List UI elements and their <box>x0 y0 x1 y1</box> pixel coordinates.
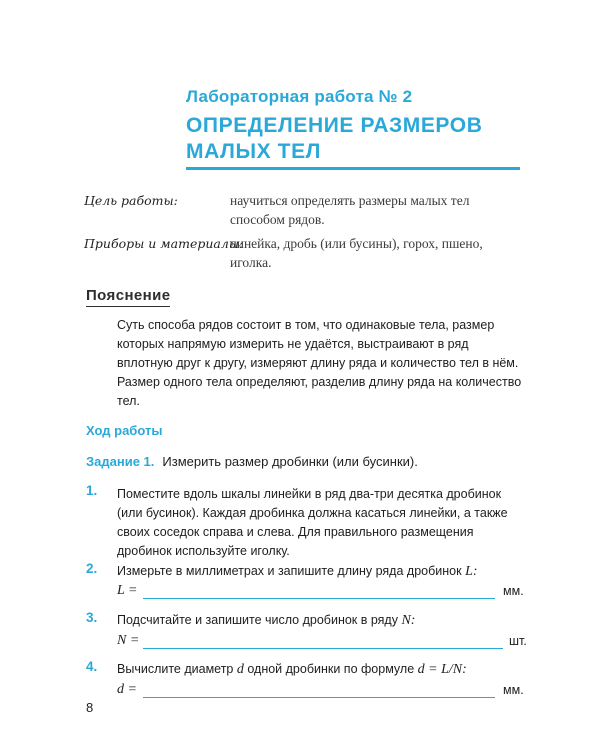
step-3-instruction: Подсчитайте и запишите число дробинок в ряду <box>117 613 398 627</box>
count-answer-line[interactable] <box>143 648 503 649</box>
step-4-variable: d <box>236 662 244 677</box>
equipment-label: Приборы и материалы: <box>84 236 244 251</box>
step-2-text <box>117 562 527 581</box>
diameter-field-label: d = <box>117 682 137 697</box>
explanation-text: Суть способа рядов состоит в том, что одинаковые тела, размер которых напрямую измерить не удаётся, выстраивают в ряд вплотную друг к другу, измеряют длину ряда и количество тел в нём. Размер одного тела определяют, разделив длину ряда на количество тел. <box>117 318 522 408</box>
task-text: Измерить размер дробинки (или бусинки). <box>162 454 418 469</box>
title-underline <box>186 167 520 170</box>
count-unit: шт. <box>509 634 527 648</box>
procedure-heading: Ход работы <box>86 423 163 438</box>
step-1-number: 1. <box>86 483 98 498</box>
diameter-field-row <box>117 682 527 702</box>
task-1 <box>86 454 418 469</box>
step-1-text: Поместите вдоль шкалы линейки в ряд два-три десятка дробинок (или бусинок). Каждая дробинка должна касаться линейки, а также своих соседок справа и слева. Для правильного размещения дробинок используйте иголку. <box>117 487 508 558</box>
goal-label: Цель работы: <box>84 193 178 208</box>
step-4-text <box>117 660 527 679</box>
lab-title-line-1: ОПРЕДЕЛЕНИЕ РАЗМЕРОВ <box>186 114 483 137</box>
step-3-text <box>117 611 527 630</box>
page-number: 8 <box>86 700 94 715</box>
step-3-variable: N: <box>401 613 416 628</box>
diameter-answer-line[interactable] <box>143 697 495 698</box>
step-4-instruction-b: одной дробинки по формуле <box>247 662 415 676</box>
step-4-formula: d = L/N: <box>417 662 467 677</box>
step-2-variable: L: <box>465 564 478 579</box>
step-4-instruction-a: Вычислите диаметр <box>117 662 234 676</box>
length-answer-line[interactable] <box>143 598 495 599</box>
step-2-instruction: Измерьте в миллиметрах и запишите длину ряда дробинок <box>117 564 462 578</box>
equipment-text: линейка, дробь (или бусины), горох, пшено, иголка. <box>230 236 483 270</box>
lab-title-line-2: МАЛЫХ ТЕЛ <box>186 140 322 163</box>
lab-number-label: Лабораторная работа № 2 <box>186 87 413 106</box>
lab-title <box>186 113 482 165</box>
goal-text: научиться определять размеры малых тел способом рядов. <box>230 193 470 227</box>
length-field-row <box>117 583 527 603</box>
count-field-label: N = <box>117 633 140 648</box>
length-field-label: L = <box>117 583 138 598</box>
step-4-number: 4. <box>86 659 98 674</box>
diameter-unit: мм. <box>503 683 524 697</box>
count-field-row <box>117 633 527 653</box>
step-3-number: 3. <box>86 610 98 625</box>
length-unit: мм. <box>503 584 524 598</box>
step-2-number: 2. <box>86 561 98 576</box>
explanation-heading: Пояснение <box>86 287 171 304</box>
task-label: Задание 1. <box>86 454 155 469</box>
